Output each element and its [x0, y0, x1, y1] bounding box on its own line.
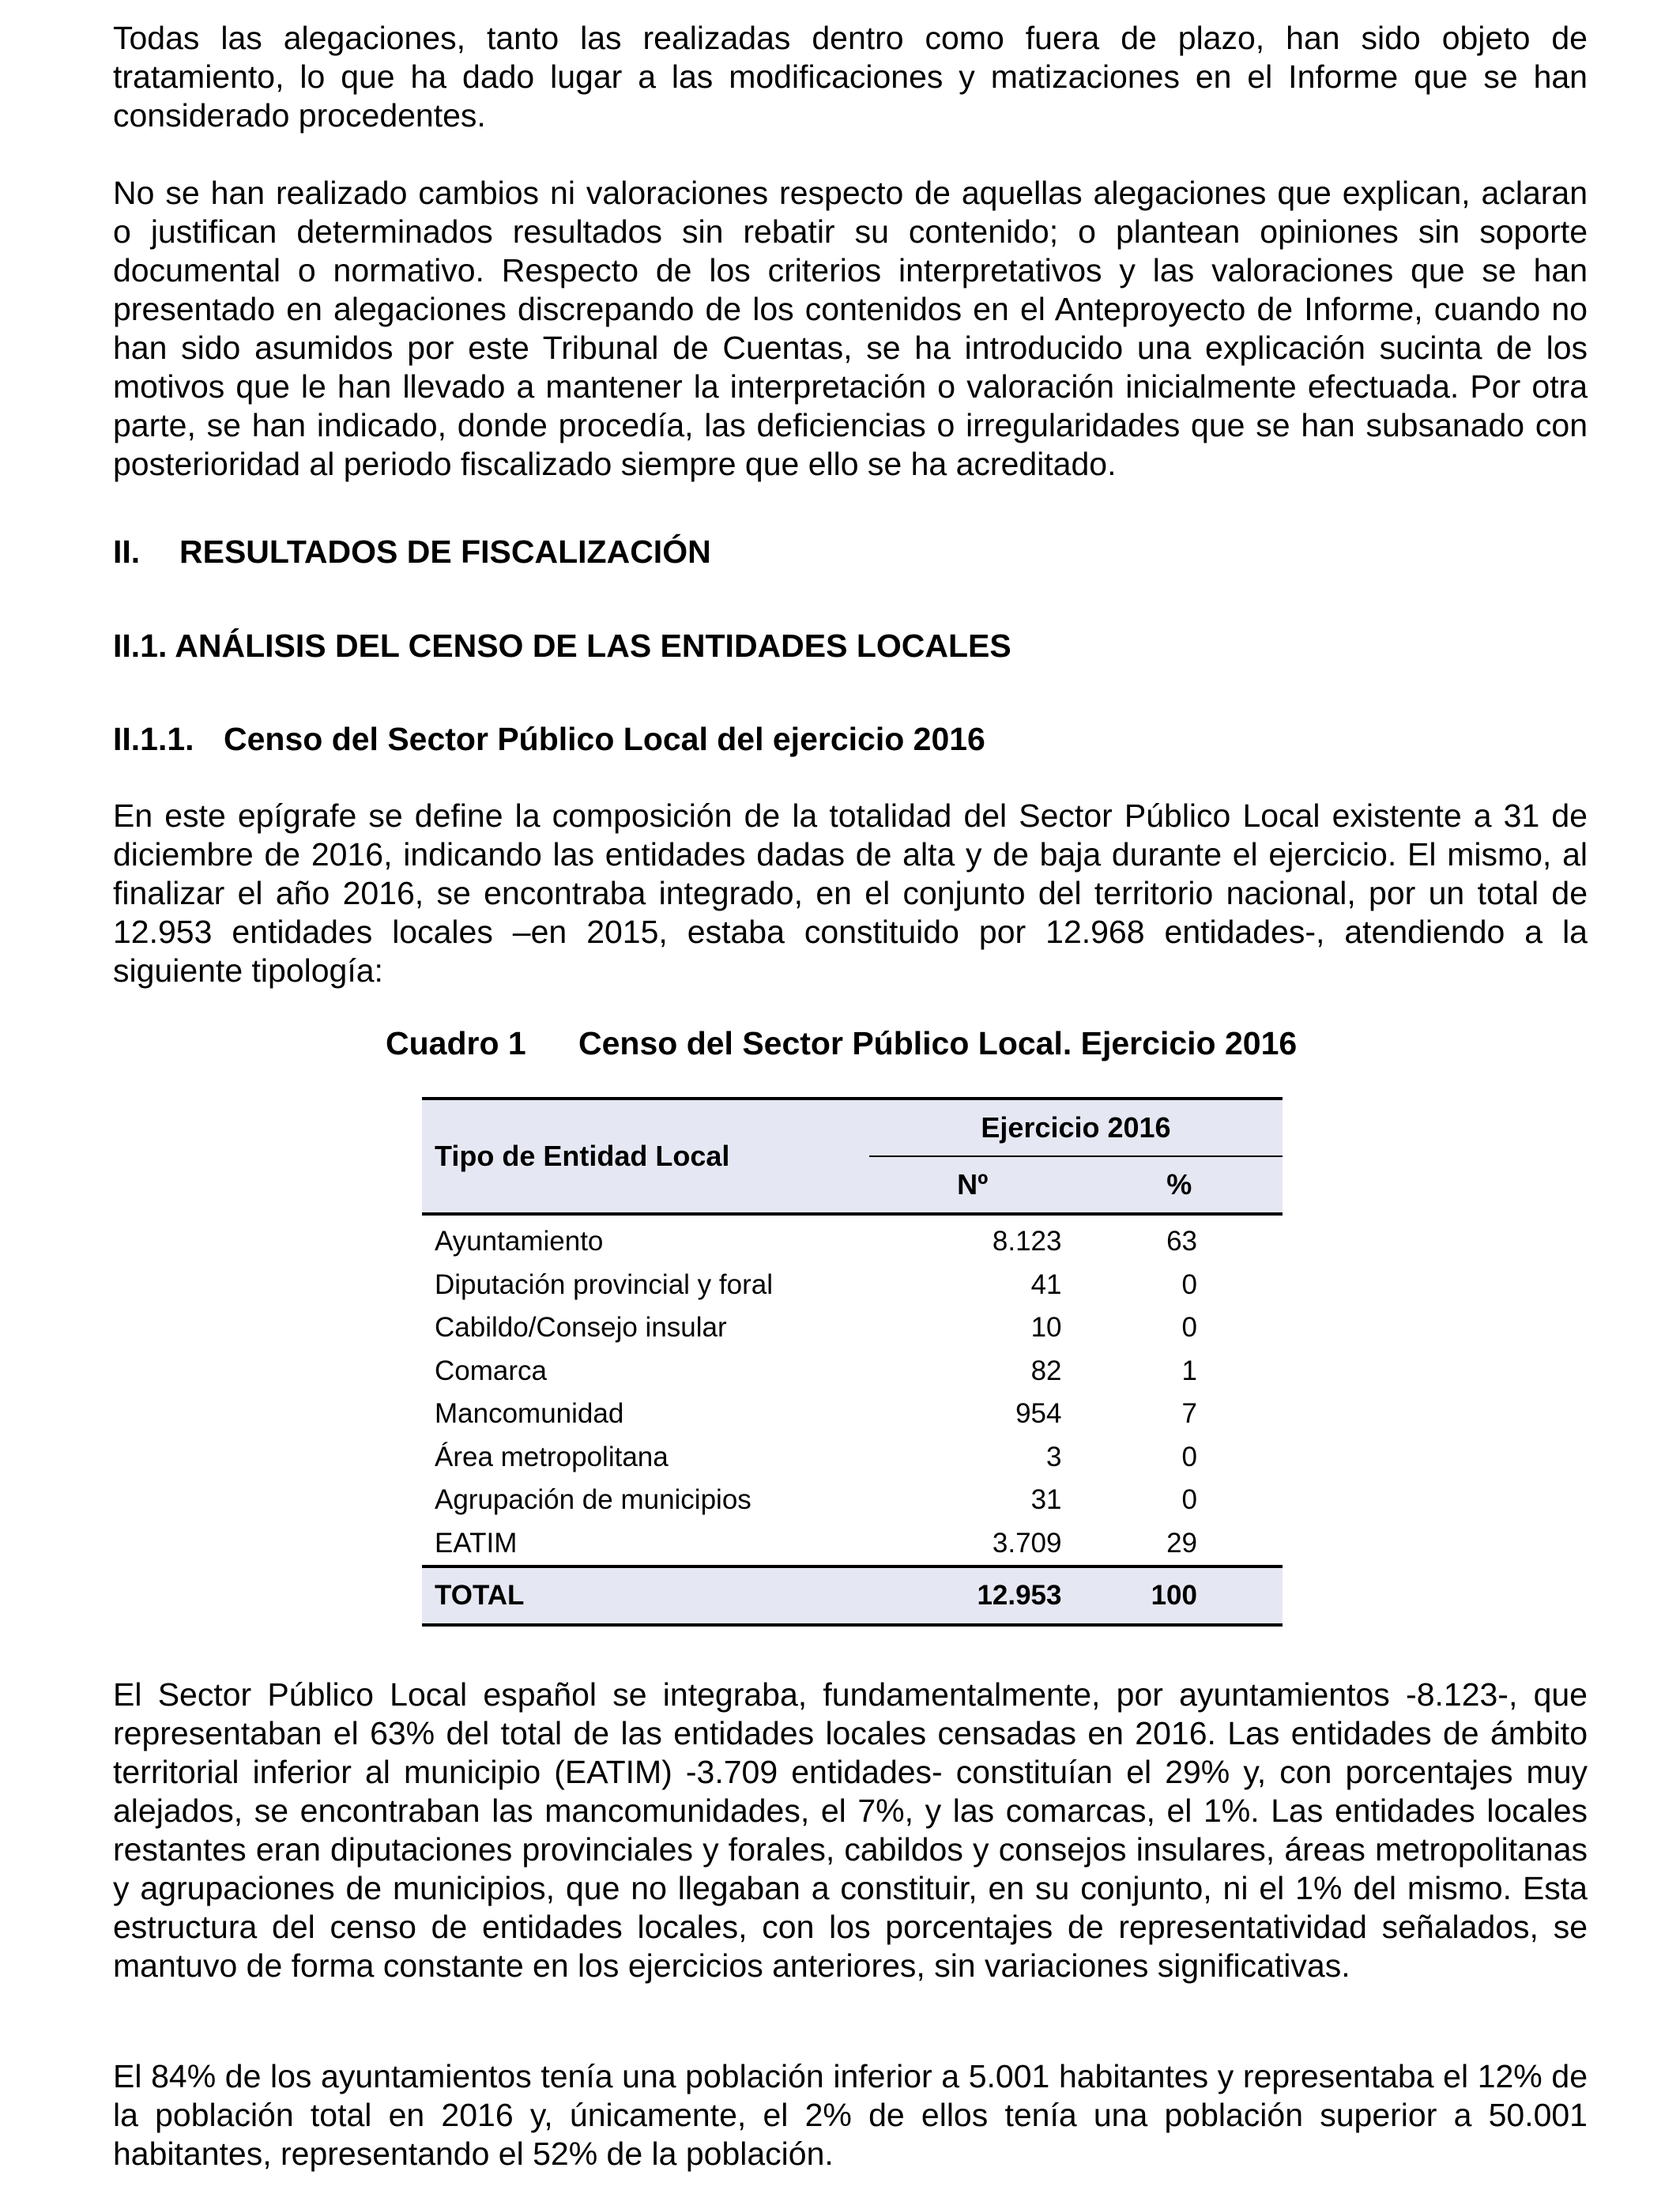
cell-tipo: Mancomunidad	[435, 1398, 624, 1430]
section-number: II.	[113, 533, 141, 570]
cell-numero: 82	[1030, 1355, 1062, 1386]
header-porcentaje: %	[1076, 1156, 1283, 1214]
cell-tipo: Ayuntamiento	[435, 1226, 604, 1257]
paragraph-estructura: El Sector Público Local español se integraba, fundamentalmente, por ayuntamientos -8.123-, que representaban el 63% del total de las entidades locales censadas en 2016. Las entidades de ámbito territorial inferior al municipio (EATIM) -3.709 entidades- constituían el 29% y, con porcentajes muy alejados, se encontraban las mancomunidades, el 7%, y las comarcas, el 1%. Las entidades locales restantes eran diputaciones provinciales y forales, cabildos y consejos insulares, áreas metropolitanas y agrupaciones de municipios, que no llegaban a constituir, en su conjunto, ni el 1% del mismo. Esta estructura del censo de entidades locales, con los porcentajes de representatividad señalados, se mantuvo de forma constante en los ejercicios anteriores, sin variaciones significativas.	[113, 1676, 1588, 1984]
total-numero: 12.953	[869, 1566, 1076, 1625]
header-ejercicio: Ejercicio 2016	[869, 1099, 1283, 1156]
table-row	[422, 1479, 1283, 1522]
cell-porcentaje: 0	[1181, 1269, 1197, 1300]
table-caption-title: Censo del Sector Público Local. Ejercicio 2016	[578, 1025, 1298, 1061]
cell-porcentaje: 63	[1166, 1226, 1197, 1257]
cell-numero: 41	[1030, 1269, 1062, 1300]
table-header-row	[422, 1099, 1283, 1156]
table-row	[422, 1393, 1283, 1436]
cell-tipo: Comarca	[435, 1355, 547, 1386]
subsubsection-number: II.1.1.	[113, 721, 194, 757]
table-row	[422, 1522, 1283, 1567]
census-table	[422, 1097, 1283, 1627]
cell-porcentaje: 0	[1181, 1484, 1197, 1516]
cell-porcentaje: 0	[1181, 1441, 1197, 1472]
total-label: TOTAL	[422, 1566, 869, 1625]
cell-tipo: EATIM	[435, 1527, 518, 1559]
cell-porcentaje: 0	[1181, 1312, 1197, 1344]
table-row	[422, 1264, 1283, 1307]
paragraph-poblacion: El 84% de los ayuntamientos tenía una población inferior a 5.001 habitantes y representaba el 12% de la población total en 2016 y, únicamente, el 2% de ellos tenía una población superior a 50.001 habitantes, representando el 52% de la población.	[113, 2058, 1588, 2172]
cell-tipo: Agrupación de municipios	[435, 1484, 751, 1516]
cell-numero: 3	[1046, 1441, 1062, 1472]
census-table-wrapper	[422, 1097, 1283, 1627]
subsubsection-title: Censo del Sector Público Local del ejercicio 2016	[224, 721, 985, 757]
table-row	[422, 1306, 1283, 1350]
table-row	[422, 1350, 1283, 1393]
table-caption-number: Cuadro 1	[386, 1025, 526, 1061]
table-row	[422, 1214, 1283, 1264]
cell-numero: 954	[1015, 1398, 1062, 1430]
table-row	[422, 1436, 1283, 1480]
cell-numero: 8.123	[992, 1226, 1062, 1257]
section-title: RESULTADOS DE FISCALIZACIÓN	[179, 533, 711, 570]
cell-numero: 3.709	[992, 1527, 1062, 1559]
cell-tipo: Cabildo/Consejo insular	[435, 1312, 727, 1344]
cell-porcentaje: 1	[1181, 1355, 1197, 1386]
header-numero: Nº	[869, 1156, 1076, 1214]
cell-tipo: Diputación provincial y foral	[435, 1269, 773, 1300]
paragraph-cambios: No se han realizado cambios ni valoraciones respecto de aquellas alegaciones que explican, aclaran o justifican determinados resultados sin rebatir su contenido; o plantean opiniones sin soporte documental o normativo. Respecto de los criterios interpretativos y las valoraciones que se han presentado en alegaciones discrepando de los contenidos en el Anteproyecto de Informe, cuando no han sido asumidos por este Tribunal de Cuentas, se ha introducido una explicación sucinta de los motivos que le han llevado a mantener la interpretación o valoración inicialmente efectuada. Por otra parte, se han indicado, donde procedía, las deficiencias o irregularidades que se han subsanado con posterioridad al periodo fiscalizado siempre que ello se ha acreditado.	[113, 175, 1588, 482]
cell-porcentaje: 7	[1181, 1398, 1197, 1430]
table-total-row	[422, 1566, 1283, 1625]
section-heading-resultados	[113, 533, 711, 571]
cell-porcentaje: 29	[1166, 1527, 1197, 1559]
cell-tipo: Área metropolitana	[435, 1441, 669, 1472]
subsection-heading-analisis: II.1. ANÁLISIS DEL CENSO DE LAS ENTIDADES LOCALES	[113, 628, 1011, 664]
paragraph-alegaciones: Todas las alegaciones, tanto las realizadas dentro como fuera de plazo, han sido objeto de tratamiento, lo que ha dado lugar a las modificaciones y matizaciones en el Informe que se han considerado procedentes.	[113, 20, 1588, 134]
header-tipo-entidad: Tipo de Entidad Local	[422, 1099, 869, 1214]
cell-numero: 10	[1030, 1312, 1062, 1344]
subsubsection-heading-censo	[113, 720, 985, 759]
cell-numero: 31	[1030, 1484, 1062, 1516]
table-caption	[386, 1024, 1297, 1063]
paragraph-epigrafe: En este epígrafe se define la composición de la totalidad del Sector Público Local existente a 31 de diciembre de 2016, indicando las entidades dadas de alta y de baja durante el ejercicio. El mismo, al finalizar el año 2016, se encontraba integrado, en el conjunto del territorio nacional, por un total de 12.953 entidades locales –en 2015, estaba constituido por 12.968 entidades-, atendiendo a la siguiente tipología:	[113, 797, 1588, 989]
total-porcentaje: 100	[1076, 1566, 1283, 1625]
